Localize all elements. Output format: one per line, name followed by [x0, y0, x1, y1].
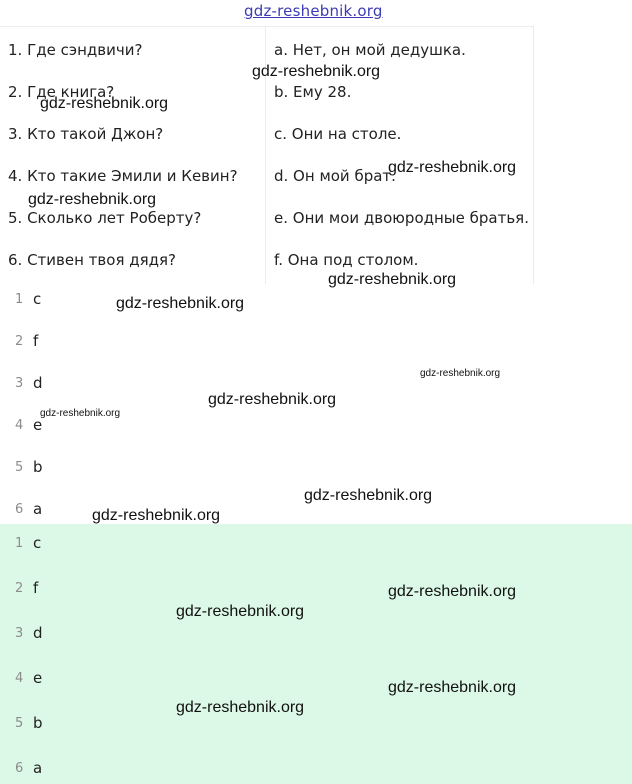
row-letter: a: [33, 759, 43, 777]
question-3: 3. Кто такой Джон?: [8, 125, 164, 143]
watermark: gdz-reshebnik.org: [40, 408, 121, 419]
row-number: 5: [15, 716, 24, 731]
row-number: 5: [15, 460, 24, 475]
row-number: 6: [15, 761, 24, 776]
question-5: 5. Сколько лет Роберту?: [8, 209, 202, 227]
watermark: gdz-reshebnik.org: [116, 295, 245, 312]
row-letter: b: [33, 714, 43, 732]
row-number: 1: [15, 292, 24, 307]
watermark: gdz-reshebnik.org: [176, 603, 305, 620]
watermark: gdz-reshebnik.org: [40, 95, 169, 112]
answer-e: e. Они мои двоюродные братья.: [274, 209, 529, 227]
row-letter: e: [33, 669, 43, 687]
question-6: 6. Стивен твоя дядя?: [8, 251, 176, 269]
row-number: 2: [15, 581, 24, 596]
row-letter: b: [33, 458, 43, 476]
row-letter: d: [33, 624, 43, 642]
header-watermark-link[interactable]: gdz-reshebnik.org: [244, 2, 383, 20]
watermark: gdz-reshebnik.org: [388, 583, 517, 600]
row-letter: d: [33, 374, 43, 392]
row-letter: f: [33, 332, 39, 350]
row-letter: f: [33, 579, 39, 597]
watermark: gdz-reshebnik.org: [420, 368, 501, 379]
row-number: 3: [15, 376, 24, 391]
question-4: 4. Кто такие Эмили и Кевин?: [8, 167, 238, 185]
row-number: 4: [15, 418, 24, 433]
row-letter: e: [33, 416, 43, 434]
row-letter: c: [33, 290, 42, 308]
watermark: gdz-reshebnik.org: [388, 159, 517, 176]
row-letter: c: [33, 534, 42, 552]
watermark: gdz-reshebnik.org: [208, 391, 337, 408]
watermark: gdz-reshebnik.org: [176, 699, 305, 716]
question-2: 2. Где книга?: [8, 83, 115, 101]
row-letter: a: [33, 500, 43, 518]
watermark: gdz-reshebnik.org: [92, 507, 221, 524]
watermark: gdz-reshebnik.org: [304, 487, 433, 504]
answer-d: d. Он мой брат.: [274, 167, 396, 185]
answer-key-block-highlighted: [0, 524, 632, 784]
row-number: 3: [15, 626, 24, 641]
question-1: 1. Где сэндвичи?: [8, 41, 143, 59]
row-number: 2: [15, 334, 24, 349]
answer-c: c. Они на столе.: [274, 125, 402, 143]
watermark: gdz-reshebnik.org: [328, 271, 457, 288]
answer-b: b. Ему 28.: [274, 83, 352, 101]
row-number: 1: [15, 536, 24, 551]
watermark: gdz-reshebnik.org: [28, 191, 157, 208]
answer-a: a. Нет, он мой дедушка.: [274, 41, 466, 59]
answer-f: f. Она под столом.: [274, 251, 419, 269]
watermark: gdz-reshebnik.org: [252, 63, 381, 80]
row-number: 6: [15, 502, 24, 517]
watermark: gdz-reshebnik.org: [388, 679, 517, 696]
row-number: 4: [15, 671, 24, 686]
